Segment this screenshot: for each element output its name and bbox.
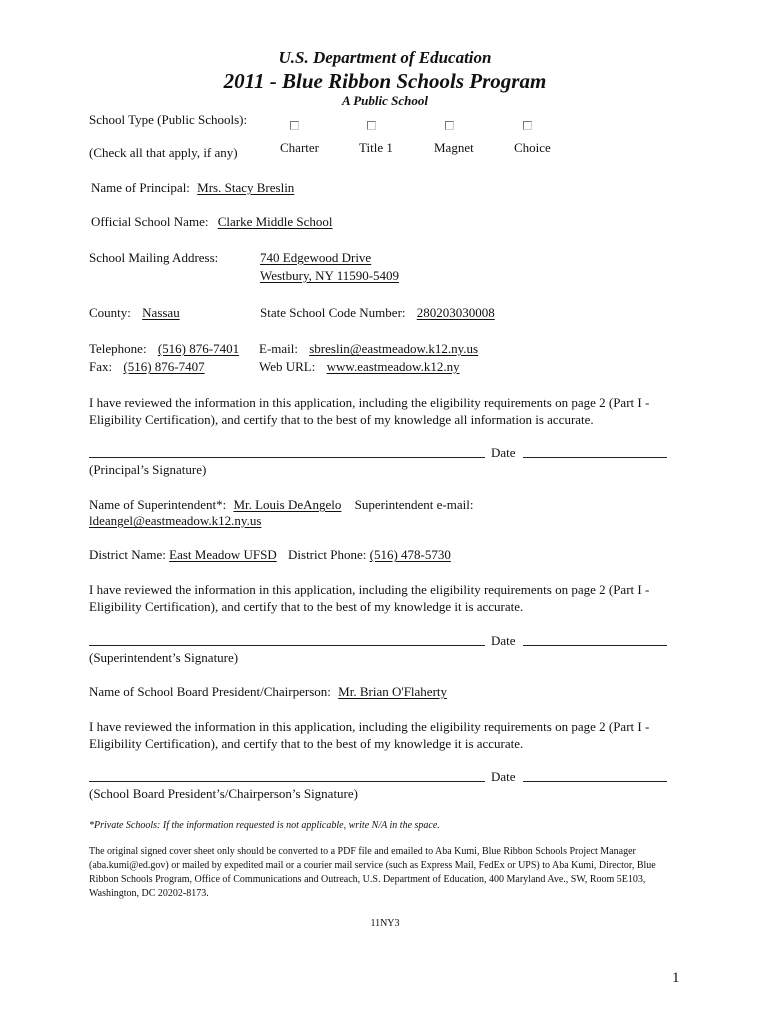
county-row	[89, 305, 180, 321]
option-choice-label: Choice	[514, 140, 551, 155]
district-name-label: District Name:	[89, 547, 166, 562]
web-row	[259, 359, 460, 375]
superintendent-email-label: Superintendent e-mail:	[354, 497, 474, 512]
mailing-label: School Mailing Address:	[89, 250, 219, 265]
option-charter-label: Charter	[280, 140, 319, 155]
private-schools-note: *Private Schools: If the information requested is not applicable, write N/A in the space.	[89, 820, 440, 831]
web-label: Web URL:	[259, 359, 316, 374]
telephone-label: Telephone:	[89, 341, 147, 356]
department-title: U.S. Department of Education	[278, 48, 492, 67]
board-date-line[interactable]	[523, 781, 667, 782]
telephone-row	[89, 341, 239, 357]
school-type-instruction: (Check all that apply, if any)	[89, 145, 238, 160]
option-title-1-label: Title 1	[359, 140, 393, 155]
board-date-label: Date	[491, 769, 516, 784]
checkbox-charter[interactable]	[290, 121, 299, 130]
board-president-row	[89, 684, 447, 700]
school-name-label: Official School Name:	[91, 214, 209, 229]
option-magnet-label: Magnet	[434, 140, 474, 155]
mailing-line2[interactable]: Westbury, NY 11590-5409	[260, 268, 400, 283]
board-signature-line[interactable]	[89, 781, 485, 782]
district-phone-value[interactable]: (516) 478-5730	[369, 547, 451, 562]
board-signature-caption: (School Board President’s/Chairperson’s Signature)	[89, 786, 358, 801]
principal-label: Name of Principal:	[91, 180, 190, 195]
superintendent-label: Name of Superintendent*:	[89, 497, 227, 512]
superintendent-name[interactable]: Mr. Louis DeAngelo	[233, 497, 342, 512]
school-category: A Public School	[342, 93, 428, 108]
principal-date-line[interactable]	[523, 457, 667, 458]
program-title: 2011 - Blue Ribbon Schools Program	[223, 69, 547, 93]
state-code-row	[260, 305, 495, 321]
district-phone-label: District Phone:	[288, 547, 367, 562]
principal-signature-line[interactable]	[89, 457, 485, 458]
principal-name[interactable]: Mrs. Stacy Breslin	[197, 180, 295, 195]
mailing-line1[interactable]: 740 Edgewood Drive	[260, 250, 372, 265]
superintendent-signature-line[interactable]	[89, 645, 485, 646]
document-code: 11NY3	[370, 918, 400, 929]
email-row	[259, 341, 478, 357]
district-name-value[interactable]: East Meadow UFSD	[169, 547, 277, 562]
principal-date-label: Date	[491, 445, 516, 460]
superintendent-date-line[interactable]	[523, 645, 667, 646]
fax-value[interactable]: (516) 876-7407	[123, 359, 205, 374]
district-row	[89, 547, 451, 563]
board-president-name[interactable]: Mr. Brian O'Flaherty	[338, 684, 448, 699]
telephone-value[interactable]: (516) 876-7401	[157, 341, 240, 356]
superintendent-certification: I have reviewed the information in this application, including the eligibility requirements on page 2 (Part I - Eligibility Certification), and certify that to the best of my knowledge it is accurate.	[89, 582, 650, 614]
superintendent-date-label: Date	[491, 633, 516, 648]
principal-certification: I have reviewed the information in this application, including the eligibility requirements on page 2 (Part I - Eligibility Certification), and certify that to the best of my knowledge all information is accurate.	[89, 395, 650, 427]
submission-instructions: The original signed cover sheet only should be converted to a PDF file and emailed to Aba Kumi, Blue Ribbon Schools Project Manager (aba.kumi@ed.gov) or mailed by expedited mail or a courier mail service (such as Express Mail, FedEx or UPS) to Aba Kumi, Director, Blue Ribbon Schools Program, Office of Communications and Outreach, U.S. Department of Education, 400 Maryland Ave., SW, Room 5E103, Washington, DC 20202-8173.	[89, 846, 656, 899]
principal-row	[91, 180, 294, 196]
state-code-value[interactable]: 280203030008	[416, 305, 495, 320]
school-name-value[interactable]: Clarke Middle School	[217, 214, 333, 229]
superintendent-row	[89, 497, 473, 513]
school-name-row	[91, 214, 333, 230]
board-president-label: Name of School Board President/Chairperson:	[89, 684, 331, 699]
checkbox-magnet[interactable]	[445, 121, 454, 130]
superintendent-email[interactable]: ldeangel@eastmeadow.k12.ny.us	[89, 513, 262, 528]
fax-label: Fax:	[89, 359, 113, 374]
board-certification: I have reviewed the information in this application, including the eligibility requirements on page 2 (Part I - Eligibility Certification), and certify that to the best of my knowledge it is accurate.	[89, 719, 650, 751]
superintendent-signature-caption: (Superintendent’s Signature)	[89, 650, 239, 665]
page-number: 1	[672, 970, 680, 986]
county-label: County:	[89, 305, 131, 320]
email-label: E-mail:	[259, 341, 298, 356]
county-value[interactable]: Nassau	[142, 305, 180, 320]
school-type-label: School Type (Public Schools):	[89, 112, 248, 127]
email-value[interactable]: sbreslin@eastmeadow.k12.ny.us	[309, 341, 479, 356]
state-code-label: State School Code Number:	[260, 305, 406, 320]
checkbox-choice[interactable]	[523, 121, 532, 130]
checkbox-title-1[interactable]	[367, 121, 376, 130]
web-value[interactable]: www.eastmeadow.k12.ny	[326, 359, 460, 374]
principal-signature-caption: (Principal’s Signature)	[89, 462, 207, 477]
fax-row	[89, 359, 205, 375]
